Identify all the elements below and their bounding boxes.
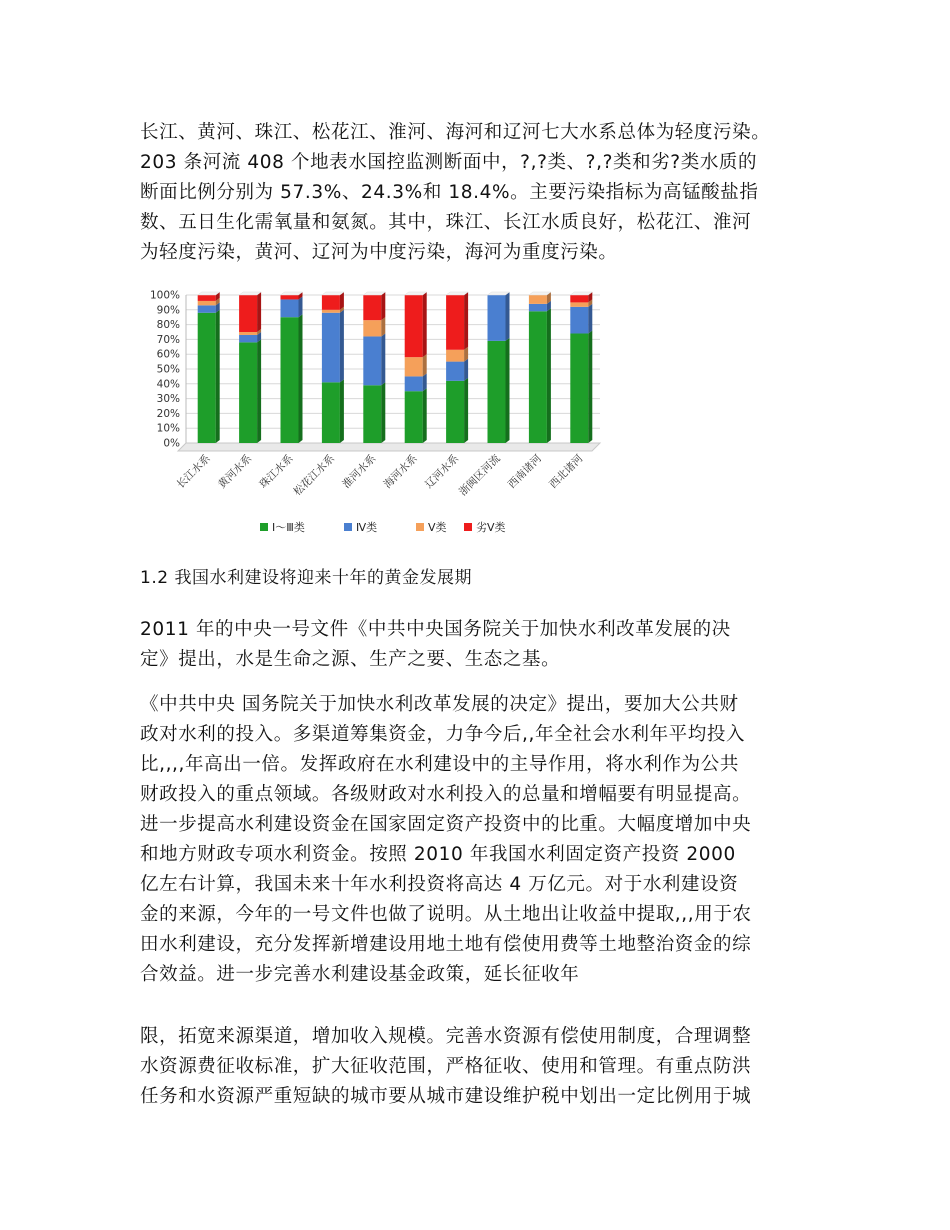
bar-top: [446, 292, 468, 295]
bar-segment: [363, 336, 381, 385]
bar-segment: [529, 295, 547, 304]
paragraph-water-pollution: [140, 118, 840, 268]
bar-segment: [322, 310, 340, 313]
bar-segment: [570, 295, 588, 302]
legend-swatch: [260, 523, 268, 531]
bar-side: [464, 359, 468, 381]
x-category-label: 辽河水系: [423, 452, 462, 491]
text-line: 进一步提高水利建设资金在国家固定资产投资中的比重。大幅度增加中央: [140, 814, 752, 835]
text-line: 财政投入的重点领域。各级财政对水利投入的总量和增幅要有明显提高。: [140, 784, 752, 805]
bar-side: [299, 314, 303, 443]
x-category-label: 长江水系: [174, 452, 213, 491]
bar-segment: [198, 305, 216, 312]
bar-segment: [405, 357, 423, 376]
bar-segment: [239, 295, 257, 332]
bar-segment: [363, 295, 381, 320]
bar-top: [405, 292, 427, 295]
bar-side: [381, 333, 385, 385]
y-tick-label: 20%: [156, 407, 180, 420]
legend-label: 劣Ⅴ类: [476, 521, 506, 534]
bar-side: [299, 296, 303, 317]
text-line: 合效益。进一步完善水利建设基金政策，延长征收年: [140, 964, 580, 985]
text-line: 203 条河流 408 个地表水国控监测断面中，?,?类、?,?类和劣?类水质的: [140, 152, 758, 173]
text-line: 为轻度污染，黄河、辽河为中度污染，海河为重度污染。: [140, 242, 618, 263]
bar-segment: [570, 302, 588, 306]
bar-segment: [198, 301, 216, 305]
x-category-label: 黄河水系: [216, 452, 255, 491]
bar-segment: [363, 385, 381, 443]
text-line: 2011 年的中央一号文件《中共中央国务院关于加快水利改革发展的决: [140, 619, 731, 640]
text-line: 和地方财政专项水利资金。按照 2010 年我国水利固定资产投资 2000: [140, 844, 736, 865]
paragraph-no1-document: [140, 615, 840, 675]
bar-segment: [239, 332, 257, 335]
x-category-label: 淮河水系: [340, 452, 379, 491]
bar-side: [464, 378, 468, 443]
legend-swatch: [344, 523, 352, 531]
bar-segment: [570, 307, 588, 334]
y-tick-label: 90%: [156, 304, 180, 317]
bar-side: [588, 304, 592, 334]
bar-top: [570, 292, 592, 295]
x-category-label: 松花江水系: [291, 452, 338, 499]
chart-floor: [178, 443, 600, 451]
legend-swatch: [416, 523, 424, 531]
bar-side: [588, 330, 592, 443]
x-category-label: 海河水系: [381, 452, 420, 491]
text-line: 断面比例分别为 57.3%、24.3%和 18.4%。主要污染指标为高锰酸盐指: [140, 182, 759, 203]
bar-top: [322, 292, 344, 295]
x-category-label: 西南诸河: [505, 452, 545, 491]
bar-side: [340, 379, 344, 443]
text-line: 政对水利的投入。多渠道筹集资金，力争今后,,年全社会水利年平均投入: [140, 724, 746, 745]
paragraph-fee-policy: [140, 1022, 840, 1112]
bar-segment: [488, 295, 506, 341]
y-tick-label: 70%: [156, 333, 180, 346]
chart-svg: [148, 285, 618, 550]
bar-segment: [446, 350, 464, 362]
bar-top: [529, 292, 551, 295]
legend-label: Ⅰ～Ⅲ类: [272, 521, 305, 534]
bar-segment: [281, 295, 299, 299]
paragraph-investment: [140, 690, 840, 990]
bar-segment: [446, 295, 464, 350]
bar-segment: [198, 295, 216, 301]
text-line: 比,,,,年高出一倍。发挥政府在水利建设中的主导作用，将水利作为公共: [140, 754, 739, 775]
bar-segment: [281, 299, 299, 317]
bar-segment: [198, 313, 216, 443]
bar-segment: [239, 335, 257, 342]
bar-side: [423, 373, 427, 391]
y-tick-label: 80%: [156, 319, 180, 332]
bar-segment: [446, 381, 464, 443]
bar-segment: [529, 304, 547, 311]
y-tick-label: 30%: [156, 393, 180, 406]
bar-segment: [405, 391, 423, 443]
bar-side: [423, 292, 427, 357]
text-line: 定》提出，水是生命之源、生产之要、生态之基。: [140, 649, 561, 670]
legend-swatch: [464, 523, 472, 531]
bar-segment: [322, 382, 340, 443]
bar-top: [281, 292, 303, 295]
water-quality-chart: [148, 285, 618, 550]
y-tick-label: 50%: [156, 363, 180, 376]
bar-top: [488, 292, 510, 295]
x-category-label: 浙闽区河流: [457, 452, 503, 499]
legend-label: Ⅴ类: [428, 521, 447, 534]
bar-top: [363, 292, 385, 295]
bar-side: [423, 354, 427, 376]
text-line: 数、五日生化需氧量和氨氮。其中，珠江、长江水质良好，松花江、淮河: [140, 212, 752, 233]
text-line: 任务和水资源严重短缺的城市要从城市建设维护税中划出一定比例用于城: [140, 1086, 752, 1107]
legend-label: Ⅳ类: [356, 521, 378, 534]
x-category-label: 西北诸河: [547, 452, 586, 491]
bar-side: [381, 317, 385, 336]
bar-segment: [322, 295, 340, 310]
y-tick-label: 10%: [156, 422, 180, 435]
bar-segment: [405, 295, 423, 357]
bar-side: [257, 339, 261, 443]
section-heading: 1.2 我国水利建设将迎来十年的黄金发展期: [140, 568, 472, 588]
bar-side: [216, 310, 220, 443]
text-line: 《中共中央 国务院关于加快水利改革发展的决定》提出，要加大公共财: [140, 694, 739, 715]
text-line: 限，拓宽来源渠道，增加收入规模。完善水资源有偿使用制度，合理调整: [140, 1026, 752, 1047]
y-tick-label: 40%: [156, 378, 180, 391]
bar-side: [547, 308, 551, 443]
bar-top: [198, 292, 220, 295]
bar-segment: [363, 320, 381, 336]
text-line: 金的来源，今年的一号文件也做了说明。从土地出让收益中提取,,,用于农: [140, 904, 752, 925]
text-line: 亿左右计算，我国未来十年水利投资将高达 4 万亿元。对于水利建设资: [140, 874, 739, 895]
bar-segment: [405, 376, 423, 391]
bar-side: [506, 292, 510, 341]
text-line: 田水利建设，充分发挥新增建设用地土地有偿使用费等土地整治资金的综: [140, 934, 752, 955]
bar-side: [340, 310, 344, 383]
bar-segment: [488, 341, 506, 443]
bar-side: [381, 382, 385, 443]
text-line: 水资源费征收标准，扩大征收范围，严格征收、使用和管理。有重点防洪: [140, 1056, 752, 1077]
bar-segment: [570, 333, 588, 443]
y-tick-label: 60%: [156, 348, 180, 361]
bar-side: [381, 292, 385, 320]
y-tick-label: 100%: [149, 289, 180, 302]
bar-side: [464, 292, 468, 350]
bar-side: [423, 388, 427, 443]
bar-side: [257, 292, 261, 332]
bar-segment: [281, 317, 299, 443]
bar-side: [506, 338, 510, 443]
bar-segment: [446, 362, 464, 381]
y-tick-label: 0%: [163, 437, 180, 450]
text-line: 长江、黄河、珠江、松花江、淮河、海河和辽河七大水系总体为轻度污染。: [140, 122, 771, 143]
bar-segment: [322, 313, 340, 383]
bar-top: [239, 292, 261, 295]
bar-segment: [239, 342, 257, 443]
x-category-label: 珠江水系: [257, 452, 296, 491]
bar-segment: [529, 311, 547, 443]
